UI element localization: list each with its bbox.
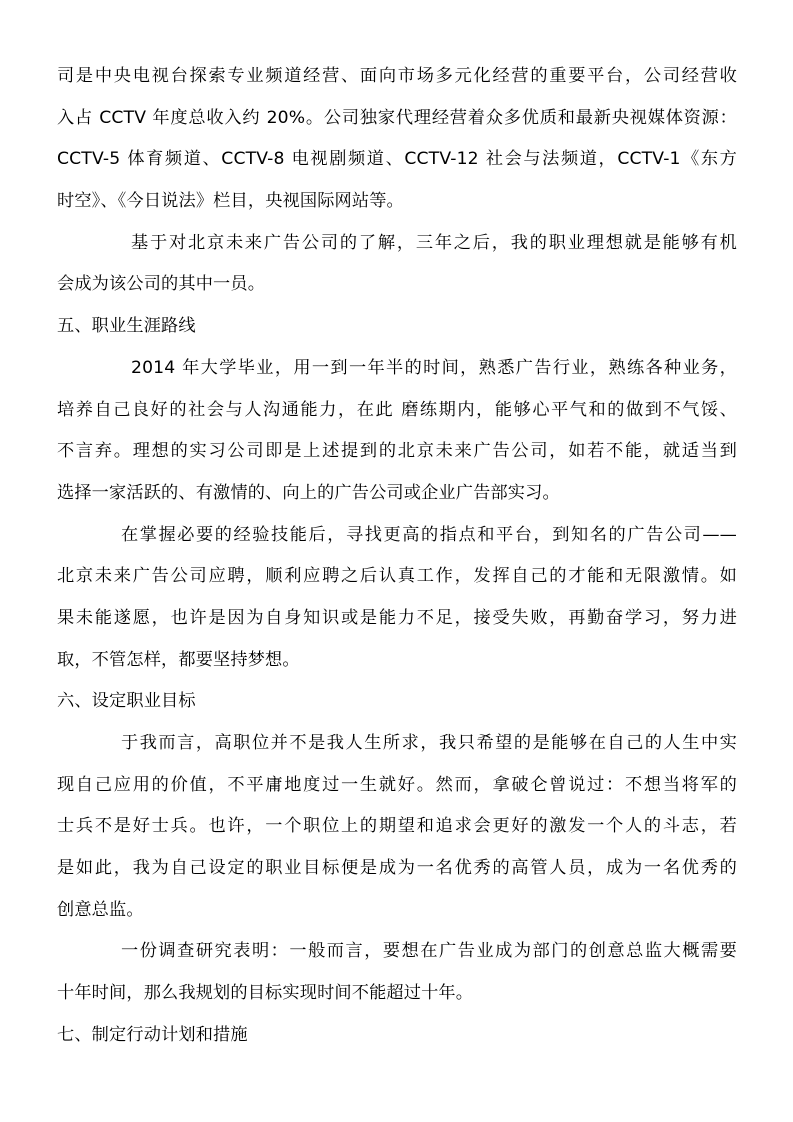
text-line: 现自己应用的价值，不平庸地度过一生就好。然而，拿破仑曾说过：不想当将军的 [57,774,737,795]
section-heading: 六、设定职业目标 [57,691,196,712]
text-line: 是如此，我为自己设定的职业目标便是成为一名优秀的高管人员，成为一名优秀的 [57,858,737,879]
section-heading: 五、职业生涯路线 [57,316,196,337]
text-line: 会成为该公司的其中一员。 [57,274,266,295]
text-line: 北京未来广告公司应聘，顺利应聘之后认真工作，发挥自己的才能和无限激情。如 [57,566,737,587]
text-line: 时空》、《今日说法》栏目，央视国际网站等。 [57,191,404,212]
text-line: 基于对北京未来广告公司的了解，三年之后，我的职业理想就是能够有机 [131,232,737,253]
text-line: 不言弃。理想的实习公司即是上述提到的北京未来广告公司，如若不能，就适当到 [57,441,737,462]
text-line: 士兵不是好士兵。也许，一个职位上的期望和追求会更好的激发一个人的斗志，若 [57,816,737,837]
text-line: 在掌握必要的经验技能后，寻找更高的指点和平台，到知名的广告公司—— [121,524,737,545]
text-line: 于我而言，高职位并不是我人生所求，我只希望的是能够在自己的人生中实 [121,733,737,753]
text-line: 培养自己良好的社会与人沟通能力，在此 磨练期内，能够心平气和的做到不气馁、 [57,399,737,420]
section-heading: 七、制定行动计划和措施 [57,1024,248,1045]
document-page [57,56,737,1057]
text-line: 创意总监。 [57,899,144,920]
text-line: 一份调查研究表明：一般而言，要想在广告业成为部门的创意总监大概需要 [121,941,737,962]
text-line: 果未能遂愿，也许是因为自身知识或是能力不足，接受失败，再勤奋学习，努力进 [57,607,737,628]
text-line: 2014 年大学毕业，用一到一年半的时间，熟悉广告行业，熟练各种业务， [131,357,737,378]
text-line: 司是中央电视台探索专业频道经营、面向市场多元化经营的重要平台，公司经营收 [57,66,737,86]
text-line: CCTV-5 体育频道、CCTV-8 电视剧频道、CCTV-12 社会与法频道，CCTV-1《东方 [57,149,737,170]
text-line: 取，不管怎样，都要坚持梦想。 [57,649,300,670]
text-line: 选择一家活跃的、有激情的、向上的广告公司或企业广告部实习。 [57,482,560,503]
text-line: 十年时间，那么我规划的目标实现时间不能超过十年。 [57,983,474,1004]
text-line: 入占 CCTV 年度总收入约 20%。公司独家代理经营着众多优质和最新央视媒体资源： [57,107,737,128]
